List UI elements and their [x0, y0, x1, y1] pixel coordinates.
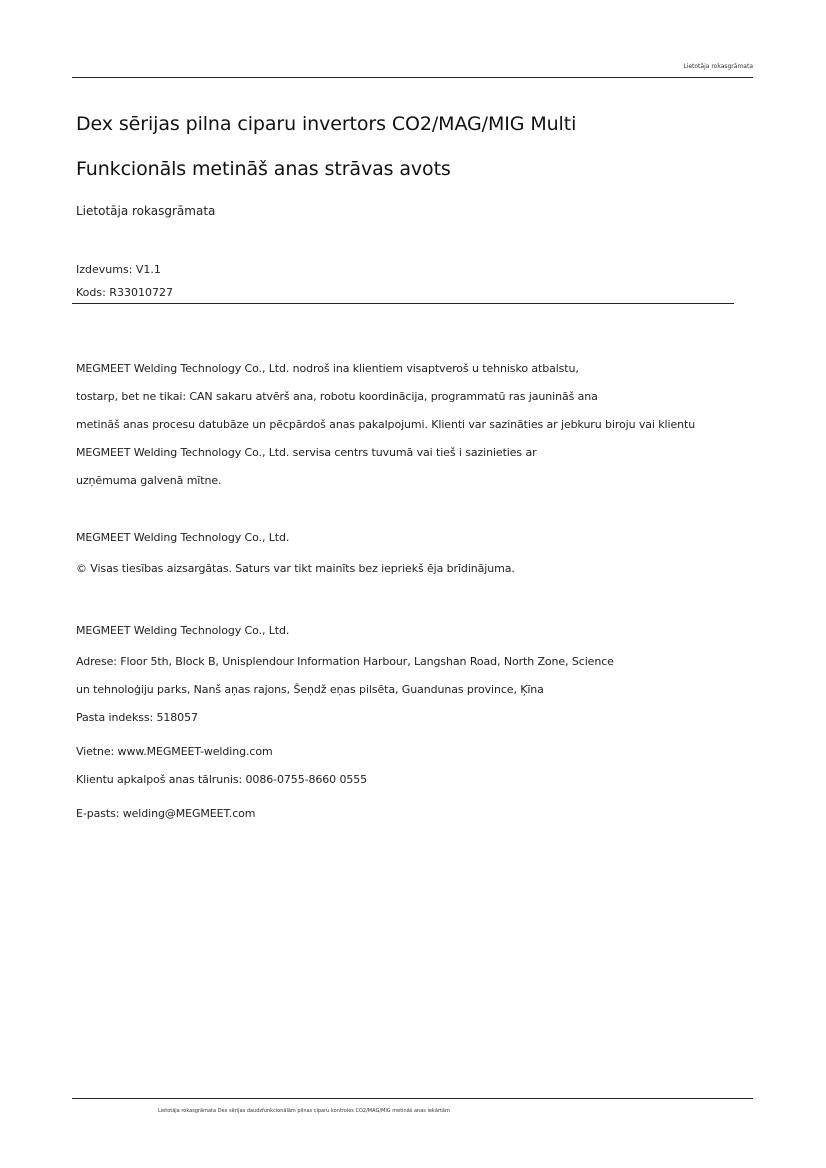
footer-rule — [72, 1098, 753, 1099]
document-title-line1: Dex sērijas pilna ciparu invertors CO2/MAG/MIG Multi — [76, 113, 577, 135]
address-line: un tehnoloģiju parks, Nanš aņas rajons, Šeņdž eņas pilsēta, Guandunas province, Ķīna — [76, 683, 544, 696]
intro-line: MEGMEET Welding Technology Co., Ltd. servisa centrs tuvumā vai tieš i sazinieties ar — [76, 446, 537, 459]
copyright-notice: © Visas tiesības aizsargātas. Saturs var tikt mainīts bez iepriekš ēja brīdinājuma. — [76, 562, 515, 575]
phone-text: Klientu apkalpoš anas tālrunis: 0086-0755-8660 0555 — [76, 773, 368, 786]
website-text: Vietne: www.MEGMEET-welding.com — [76, 745, 273, 758]
document-subtitle: Lietotāja rokasgrāmata — [76, 204, 216, 218]
intro-line: tostarp, bet ne tikai: CAN sakaru atvērš ana, robotu koordinācija, programmatū ras jaunināš ana — [76, 390, 598, 403]
intro-line: uzņēmuma galvenā mītne. — [76, 474, 222, 487]
postal-code: Pasta indekss: 518057 — [76, 711, 198, 724]
address-line: Adrese: Floor 5th, Block B, Unisplendour Information Harbour, Langshan Road, North Zone, Science — [76, 655, 614, 668]
email-text: E-pasts: welding@MEGMEET.com — [76, 807, 256, 820]
copyright-company: MEGMEET Welding Technology Co., Ltd. — [76, 531, 290, 544]
running-footer: Lietotāja rokasgrāmata Dex sērijas daudzfunkcionālām pilnas ciparu kontroles CO2/MAG/MIG metināš anas iekārtām — [158, 1108, 450, 1114]
edition-label: Izdevums: V1.1 — [76, 263, 161, 276]
code-label: Kods: R33010727 — [76, 286, 173, 299]
document-title-line2: Funkcionāls metināš anas strāvas avots — [76, 158, 451, 180]
running-header: Lietotāja rokasgrāmata — [683, 63, 753, 70]
intro-line: MEGMEET Welding Technology Co., Ltd. nodroš ina klientiem visaptveroš u tehnisko atbalstu, — [76, 362, 579, 375]
header-rule — [72, 77, 753, 78]
intro-line: metināš anas procesu datubāze un pēcpārdoš anas pakalpojumi. Klienti var sazināties ar jebkuru biroju vai klientu — [76, 418, 696, 431]
meta-rule — [72, 303, 734, 304]
contact-company: MEGMEET Welding Technology Co., Ltd. — [76, 624, 290, 637]
